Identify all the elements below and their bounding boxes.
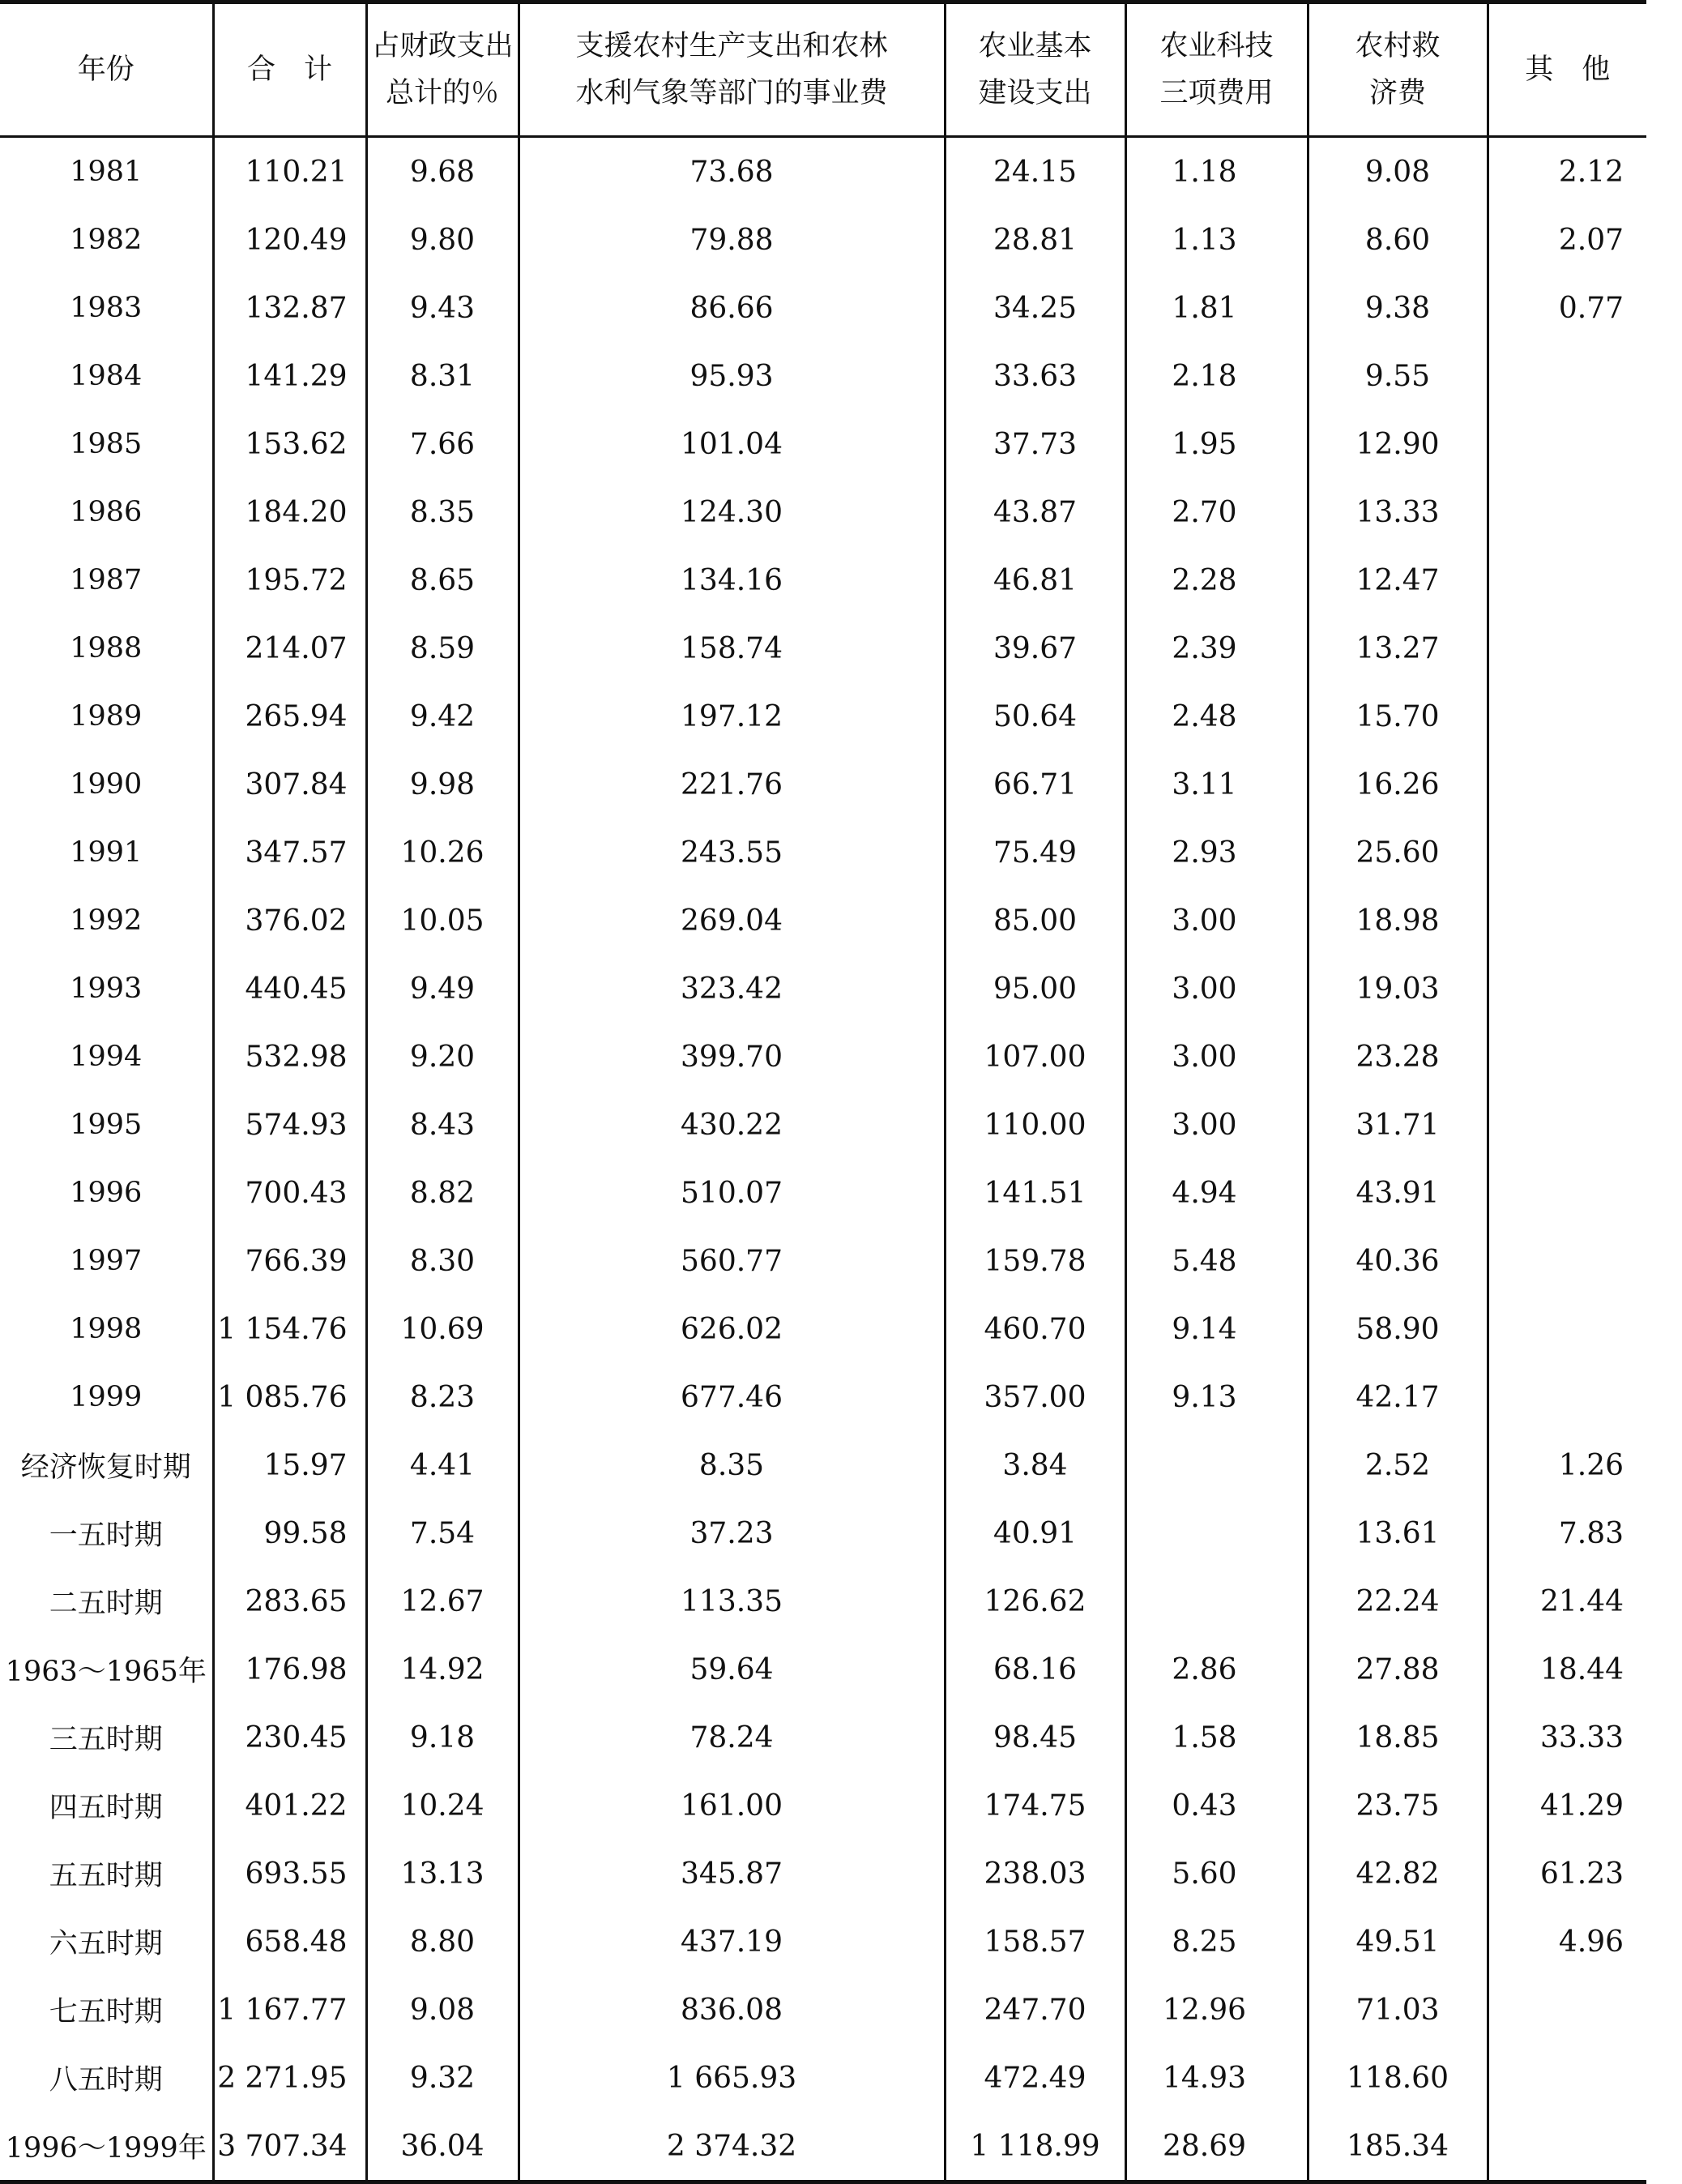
cell-agri-capital-construction: 107.00: [945, 1023, 1125, 1091]
cell-rural-relief: 71.03: [1308, 1976, 1488, 2044]
cell-agri-capital-construction: 472.49: [945, 2044, 1125, 2112]
cell-year: 1999: [70, 1381, 143, 1413]
table-row: [0, 274, 1646, 342]
cell-support-rural-production: 161.00: [519, 1772, 945, 1840]
cell-total: 401.22: [213, 1772, 366, 1840]
cell-support-rural-production: 113.35: [519, 1567, 945, 1635]
cell-agri-sci-tech: [1125, 1431, 1308, 1499]
cell-rural-relief: 27.88: [1308, 1635, 1488, 1703]
cell-support-rural-production: 626.02: [519, 1295, 945, 1363]
header-agri-capital-construction: 农业基本 建设支出: [945, 2, 1125, 137]
cell-rural-relief: 2.52: [1308, 1431, 1488, 1499]
cell-support-rural-production: 86.66: [519, 274, 945, 342]
cell-pct-of-fiscal: 8.59: [366, 614, 519, 682]
cell-year: 1985: [70, 428, 143, 460]
cell-pct-of-fiscal: 9.80: [366, 206, 519, 274]
cell-total: 1 085.76: [213, 1363, 366, 1431]
cell-rural-relief: 23.28: [1308, 1023, 1488, 1091]
cell-agri-sci-tech: 2.18: [1125, 342, 1308, 410]
cell-other: [1488, 546, 1646, 614]
cell-agri-capital-construction: 174.75: [945, 1772, 1125, 1840]
cell-agri-sci-tech: 2.39: [1125, 614, 1308, 682]
cell-year: 1988: [70, 632, 143, 665]
cell-other: 21.44: [1488, 1567, 1646, 1635]
cell-support-rural-production: 345.87: [519, 1840, 945, 1908]
cell-support-rural-production: 437.19: [519, 1908, 945, 1976]
cell-year: 1994: [70, 1041, 143, 1073]
cell-agri-capital-construction: 66.71: [945, 750, 1125, 818]
cell-rural-relief: 12.47: [1308, 546, 1488, 614]
cell-other: 1.26: [1488, 1431, 1646, 1499]
cell-support-rural-production: 560.77: [519, 1227, 945, 1295]
cell-total: 440.45: [213, 955, 366, 1023]
cell-other: [1488, 1976, 1646, 2044]
cell-agri-sci-tech: 8.25: [1125, 1908, 1308, 1976]
cell-rural-relief: 19.03: [1308, 955, 1488, 1023]
cell-support-rural-production: 677.46: [519, 1363, 945, 1431]
table-row: [0, 1772, 1646, 1840]
cell-year: 1997: [70, 1245, 143, 1277]
cell-agri-capital-construction: 159.78: [945, 1227, 1125, 1295]
cell-year: 三五时期: [49, 1724, 163, 1756]
cell-support-rural-production: 243.55: [519, 818, 945, 887]
cell-year: 1998: [70, 1313, 143, 1345]
cell-agri-capital-construction: 37.73: [945, 410, 1125, 478]
cell-total: 2 271.95: [213, 2044, 366, 2112]
table-row: [0, 818, 1646, 887]
table-row: [0, 1363, 1646, 1431]
cell-year: 1989: [70, 700, 143, 733]
cell-agri-sci-tech: 1.58: [1125, 1703, 1308, 1772]
table-row: [0, 342, 1646, 410]
table-row: [0, 887, 1646, 955]
cell-agri-sci-tech: 2.70: [1125, 478, 1308, 546]
table-row: [0, 1567, 1646, 1635]
cell-agri-sci-tech: 5.48: [1125, 1227, 1308, 1295]
cell-rural-relief: 58.90: [1308, 1295, 1488, 1363]
cell-support-rural-production: 73.68: [519, 137, 945, 207]
cell-other: [1488, 818, 1646, 887]
cell-total: 153.62: [213, 410, 366, 478]
cell-agri-capital-construction: 3.84: [945, 1431, 1125, 1499]
cell-agri-sci-tech: 9.13: [1125, 1363, 1308, 1431]
cell-pct-of-fiscal: 9.18: [366, 1703, 519, 1772]
cell-agri-capital-construction: 68.16: [945, 1635, 1125, 1703]
table-header: [0, 2, 1646, 137]
cell-agri-sci-tech: 3.00: [1125, 1091, 1308, 1159]
cell-rural-relief: 9.38: [1308, 274, 1488, 342]
header-other: 其 他: [1488, 2, 1646, 137]
cell-rural-relief: 23.75: [1308, 1772, 1488, 1840]
cell-agri-sci-tech: 3.11: [1125, 750, 1308, 818]
cell-year: 一五时期: [49, 1519, 163, 1552]
cell-agri-capital-construction: 85.00: [945, 887, 1125, 955]
cell-other: [1488, 750, 1646, 818]
cell-support-rural-production: 399.70: [519, 1023, 945, 1091]
cell-agri-capital-construction: 24.15: [945, 137, 1125, 207]
cell-support-rural-production: 836.08: [519, 1976, 945, 2044]
cell-agri-sci-tech: 9.14: [1125, 1295, 1308, 1363]
cell-year: 六五时期: [49, 1928, 163, 1960]
cell-pct-of-fiscal: 36.04: [366, 2112, 519, 2182]
cell-rural-relief: 22.24: [1308, 1567, 1488, 1635]
cell-other: [1488, 478, 1646, 546]
cell-other: 18.44: [1488, 1635, 1646, 1703]
cell-rural-relief: 9.55: [1308, 342, 1488, 410]
cell-agri-sci-tech: 4.94: [1125, 1159, 1308, 1227]
header-rural-relief: 农村救 济费: [1308, 2, 1488, 137]
cell-agri-sci-tech: 3.00: [1125, 1023, 1308, 1091]
table-row: [0, 1635, 1646, 1703]
cell-pct-of-fiscal: 8.31: [366, 342, 519, 410]
cell-support-rural-production: 221.76: [519, 750, 945, 818]
cell-support-rural-production: 124.30: [519, 478, 945, 546]
cell-rural-relief: 40.36: [1308, 1227, 1488, 1295]
cell-other: [1488, 1023, 1646, 1091]
cell-total: 307.84: [213, 750, 366, 818]
cell-other: 7.83: [1488, 1499, 1646, 1567]
cell-pct-of-fiscal: 9.43: [366, 274, 519, 342]
cell-pct-of-fiscal: 9.68: [366, 137, 519, 207]
cell-agri-capital-construction: 33.63: [945, 342, 1125, 410]
cell-agri-capital-construction: 141.51: [945, 1159, 1125, 1227]
header-row: [0, 2, 1646, 137]
cell-total: 120.49: [213, 206, 366, 274]
cell-agri-capital-construction: 126.62: [945, 1567, 1125, 1635]
cell-rural-relief: 13.27: [1308, 614, 1488, 682]
cell-support-rural-production: 101.04: [519, 410, 945, 478]
cell-total: 265.94: [213, 682, 366, 750]
cell-rural-relief: 18.85: [1308, 1703, 1488, 1772]
cell-total: 1 154.76: [213, 1295, 366, 1363]
cell-other: 61.23: [1488, 1840, 1646, 1908]
cell-agri-capital-construction: 247.70: [945, 1976, 1125, 2044]
cell-rural-relief: 25.60: [1308, 818, 1488, 887]
cell-agri-sci-tech: 2.48: [1125, 682, 1308, 750]
cell-rural-relief: 13.33: [1308, 478, 1488, 546]
cell-agri-capital-construction: 158.57: [945, 1908, 1125, 1976]
cell-pct-of-fiscal: 8.82: [366, 1159, 519, 1227]
cell-rural-relief: 13.61: [1308, 1499, 1488, 1567]
cell-pct-of-fiscal: 9.08: [366, 1976, 519, 2044]
cell-total: 184.20: [213, 478, 366, 546]
cell-total: 693.55: [213, 1840, 366, 1908]
cell-other: 0.77: [1488, 274, 1646, 342]
cell-other: 41.29: [1488, 1772, 1646, 1840]
cell-year: 1983: [70, 292, 143, 324]
cell-year: 1992: [70, 904, 143, 937]
cell-year: 七五时期: [49, 1996, 163, 2028]
cell-support-rural-production: 37.23: [519, 1499, 945, 1567]
cell-other: [1488, 2112, 1646, 2182]
cell-rural-relief: 18.98: [1308, 887, 1488, 955]
cell-year: 经济恢复时期: [20, 1451, 191, 1484]
cell-agri-sci-tech: [1125, 1499, 1308, 1567]
cell-pct-of-fiscal: 9.42: [366, 682, 519, 750]
cell-total: 766.39: [213, 1227, 366, 1295]
table-row: [0, 614, 1646, 682]
cell-pct-of-fiscal: 8.65: [366, 546, 519, 614]
cell-year: 五五时期: [49, 1860, 163, 1892]
cell-year: 1981: [70, 156, 143, 188]
cell-pct-of-fiscal: 12.67: [366, 1567, 519, 1635]
table-row: [0, 137, 1646, 207]
table-row: [0, 1431, 1646, 1499]
table-row: [0, 1908, 1646, 1976]
cell-agri-capital-construction: 46.81: [945, 546, 1125, 614]
cell-year: 1984: [70, 360, 143, 392]
cell-other: [1488, 1091, 1646, 1159]
cell-total: 214.07: [213, 614, 366, 682]
cell-pct-of-fiscal: 7.66: [366, 410, 519, 478]
cell-rural-relief: 42.82: [1308, 1840, 1488, 1908]
table-row: [0, 1295, 1646, 1363]
cell-rural-relief: 31.71: [1308, 1091, 1488, 1159]
cell-total: 574.93: [213, 1091, 366, 1159]
cell-total: 376.02: [213, 887, 366, 955]
cell-total: 15.97: [213, 1431, 366, 1499]
cell-other: [1488, 342, 1646, 410]
cell-total: 283.65: [213, 1567, 366, 1635]
cell-agri-sci-tech: 2.28: [1125, 546, 1308, 614]
cell-agri-sci-tech: 3.00: [1125, 955, 1308, 1023]
cell-year: 1987: [70, 564, 143, 596]
table-row: [0, 1976, 1646, 2044]
cell-support-rural-production: 78.24: [519, 1703, 945, 1772]
cell-agri-capital-construction: 39.67: [945, 614, 1125, 682]
cell-support-rural-production: 430.22: [519, 1091, 945, 1159]
table-row: [0, 546, 1646, 614]
cell-other: 2.12: [1488, 137, 1646, 207]
cell-pct-of-fiscal: 10.26: [366, 818, 519, 887]
cell-pct-of-fiscal: 8.35: [366, 478, 519, 546]
header-support-rural-production: 支援农村生产支出和农林 水利气象等部门的事业费: [519, 2, 945, 137]
cell-rural-relief: 16.26: [1308, 750, 1488, 818]
cell-agri-capital-construction: 238.03: [945, 1840, 1125, 1908]
cell-pct-of-fiscal: 8.30: [366, 1227, 519, 1295]
cell-year: 1990: [70, 768, 143, 801]
cell-rural-relief: 9.08: [1308, 137, 1488, 207]
cell-pct-of-fiscal: 8.43: [366, 1091, 519, 1159]
cell-year: 1993: [70, 972, 143, 1005]
cell-agri-capital-construction: 357.00: [945, 1363, 1125, 1431]
cell-year: 1995: [70, 1109, 143, 1141]
table-row: [0, 2112, 1646, 2182]
cell-other: [1488, 2044, 1646, 2112]
cell-support-rural-production: 510.07: [519, 1159, 945, 1227]
cell-agri-capital-construction: 34.25: [945, 274, 1125, 342]
cell-support-rural-production: 269.04: [519, 887, 945, 955]
cell-pct-of-fiscal: 10.24: [366, 1772, 519, 1840]
cell-total: 110.21: [213, 137, 366, 207]
cell-total: 347.57: [213, 818, 366, 887]
cell-agri-capital-construction: 28.81: [945, 206, 1125, 274]
cell-rural-relief: 118.60: [1308, 2044, 1488, 2112]
cell-agri-sci-tech: 14.93: [1125, 2044, 1308, 2112]
cell-pct-of-fiscal: 9.20: [366, 1023, 519, 1091]
cell-support-rural-production: 59.64: [519, 1635, 945, 1703]
cell-pct-of-fiscal: 9.49: [366, 955, 519, 1023]
table-row: [0, 1227, 1646, 1295]
cell-other: 2.07: [1488, 206, 1646, 274]
table-body: [0, 137, 1646, 2182]
cell-pct-of-fiscal: 9.98: [366, 750, 519, 818]
cell-total: 700.43: [213, 1159, 366, 1227]
header-total: 合 计: [213, 2, 366, 137]
cell-agri-capital-construction: 460.70: [945, 1295, 1125, 1363]
cell-pct-of-fiscal: 14.92: [366, 1635, 519, 1703]
cell-support-rural-production: 79.88: [519, 206, 945, 274]
cell-agri-sci-tech: 1.81: [1125, 274, 1308, 342]
cell-rural-relief: 8.60: [1308, 206, 1488, 274]
cell-agri-capital-construction: 95.00: [945, 955, 1125, 1023]
header-pct-of-fiscal: 占财政支出 总计的％: [366, 2, 519, 137]
cell-other: 4.96: [1488, 1908, 1646, 1976]
cell-agri-sci-tech: 1.13: [1125, 206, 1308, 274]
cell-support-rural-production: 158.74: [519, 614, 945, 682]
cell-other: [1488, 955, 1646, 1023]
cell-total: 230.45: [213, 1703, 366, 1772]
cell-year: 1996～1999年: [0, 2112, 213, 2182]
table-row: [0, 682, 1646, 750]
cell-other: [1488, 1159, 1646, 1227]
cell-year: 1991: [70, 836, 143, 869]
cell-pct-of-fiscal: 7.54: [366, 1499, 519, 1567]
cell-rural-relief: 42.17: [1308, 1363, 1488, 1431]
cell-support-rural-production: 8.35: [519, 1431, 945, 1499]
cell-pct-of-fiscal: 4.41: [366, 1431, 519, 1499]
cell-year: 1986: [70, 496, 143, 528]
cell-pct-of-fiscal: 8.23: [366, 1363, 519, 1431]
cell-agri-capital-construction: 50.64: [945, 682, 1125, 750]
cell-total: 3 707.34: [213, 2112, 366, 2182]
cell-total: 532.98: [213, 1023, 366, 1091]
cell-pct-of-fiscal: 10.69: [366, 1295, 519, 1363]
cell-rural-relief: 185.34: [1308, 2112, 1488, 2182]
cell-other: [1488, 1227, 1646, 1295]
cell-pct-of-fiscal: 13.13: [366, 1840, 519, 1908]
table-row: [0, 206, 1646, 274]
table-row: [0, 955, 1646, 1023]
cell-total: 195.72: [213, 546, 366, 614]
cell-other: [1488, 887, 1646, 955]
cell-support-rural-production: 197.12: [519, 682, 945, 750]
cell-rural-relief: 43.91: [1308, 1159, 1488, 1227]
cell-agri-capital-construction: 75.49: [945, 818, 1125, 887]
table-row: [0, 1023, 1646, 1091]
cell-agri-sci-tech: 0.43: [1125, 1772, 1308, 1840]
cell-agri-sci-tech: 12.96: [1125, 1976, 1308, 2044]
cell-total: 1 167.77: [213, 1976, 366, 2044]
cell-support-rural-production: 134.16: [519, 546, 945, 614]
cell-year: 二五时期: [49, 1588, 163, 1620]
cell-agri-sci-tech: 1.95: [1125, 410, 1308, 478]
cell-support-rural-production: 95.93: [519, 342, 945, 410]
cell-other: [1488, 1363, 1646, 1431]
table-row: [0, 1159, 1646, 1227]
cell-agri-sci-tech: 28.69: [1125, 2112, 1308, 2182]
cell-rural-relief: 49.51: [1308, 1908, 1488, 1976]
table-row: [0, 750, 1646, 818]
cell-support-rural-production: 1 665.93: [519, 2044, 945, 2112]
table-row: [0, 1091, 1646, 1159]
cell-pct-of-fiscal: 10.05: [366, 887, 519, 955]
table-row: [0, 1499, 1646, 1567]
cell-support-rural-production: 2 374.32: [519, 2112, 945, 2182]
cell-total: 176.98: [213, 1635, 366, 1703]
cell-agri-sci-tech: 2.86: [1125, 1635, 1308, 1703]
cell-total: 99.58: [213, 1499, 366, 1567]
cell-total: 132.87: [213, 274, 366, 342]
cell-other: [1488, 614, 1646, 682]
cell-support-rural-production: 323.42: [519, 955, 945, 1023]
cell-year: 四五时期: [49, 1792, 163, 1824]
cell-other: [1488, 1295, 1646, 1363]
table-row: [0, 410, 1646, 478]
cell-agri-capital-construction: 110.00: [945, 1091, 1125, 1159]
cell-agri-capital-construction: 40.91: [945, 1499, 1125, 1567]
cell-agri-sci-tech: 3.00: [1125, 887, 1308, 955]
cell-total: 141.29: [213, 342, 366, 410]
table-row: [0, 1840, 1646, 1908]
cell-other: [1488, 682, 1646, 750]
cell-agri-capital-construction: 43.87: [945, 478, 1125, 546]
header-year: 年份: [0, 2, 213, 137]
cell-other: 33.33: [1488, 1703, 1646, 1772]
cell-total: 658.48: [213, 1908, 366, 1976]
cell-pct-of-fiscal: 8.80: [366, 1908, 519, 1976]
table-row: [0, 1703, 1646, 1772]
cell-year: 1996: [70, 1177, 143, 1209]
cell-agri-sci-tech: 5.60: [1125, 1840, 1308, 1908]
table-row: [0, 2044, 1646, 2112]
cell-agri-sci-tech: [1125, 1567, 1308, 1635]
table-row: [0, 478, 1646, 546]
cell-year: 1963～1965年: [5, 1656, 207, 1688]
cell-year: 八五时期: [49, 2064, 163, 2096]
cell-agri-sci-tech: 1.18: [1125, 137, 1308, 207]
cell-year: 1982: [70, 224, 143, 256]
header-agri-sci-tech: 农业科技 三项费用: [1125, 2, 1308, 137]
cell-agri-sci-tech: 2.93: [1125, 818, 1308, 887]
cell-agri-capital-construction: 1 118.99: [945, 2112, 1125, 2182]
cell-rural-relief: 15.70: [1308, 682, 1488, 750]
cell-agri-capital-construction: 98.45: [945, 1703, 1125, 1772]
cell-pct-of-fiscal: 9.32: [366, 2044, 519, 2112]
cell-other: [1488, 410, 1646, 478]
cell-rural-relief: 12.90: [1308, 410, 1488, 478]
